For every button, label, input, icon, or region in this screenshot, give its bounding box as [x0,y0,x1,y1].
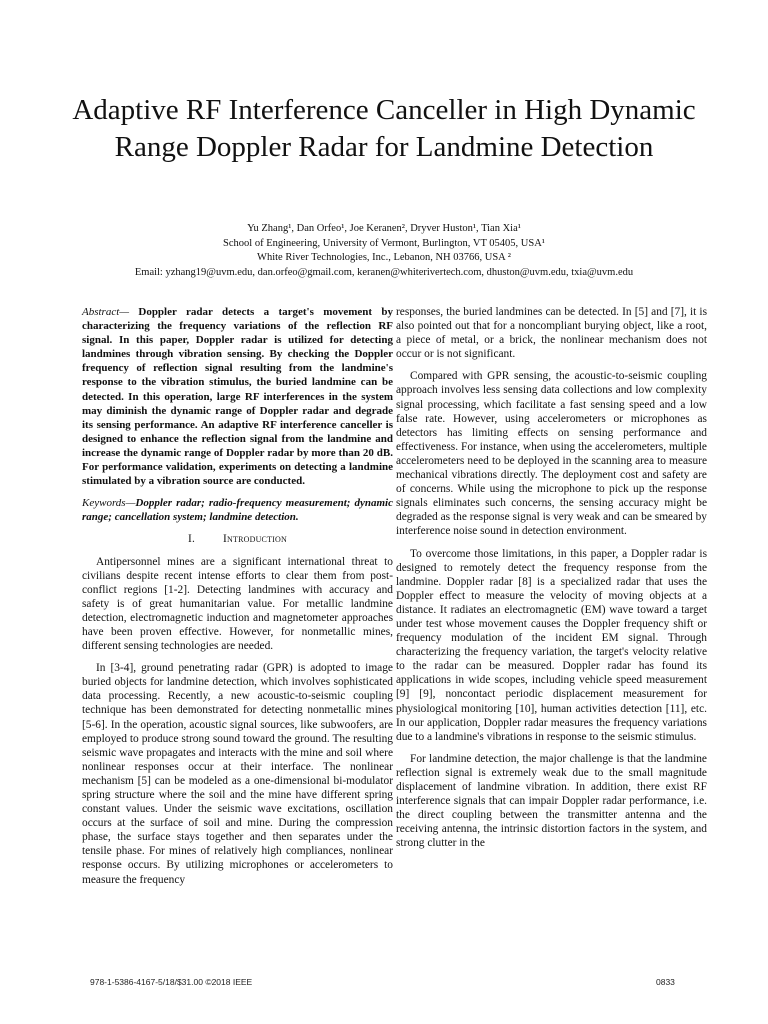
keywords-text: Doppler radar; radio-frequency measurement; dynamic range; cancellation system; landmine detection. [82,497,393,524]
intro-paragraph-2: In [3-4], ground penetrating radar (GPR) is adopted to image buried objects for landmine detection, which involves sophisticated data processing. Recently, a new acoustic-to-seismic coupling technique has been demonstrated for detecting nonmetallic mines [5-6]. In the operation, acoustic signal sources, like subwoofers, are employed to produce strong sound toward the ground. The resulting seismic wave propagates and interacts with the mine and soil where nonlinear responses occur at their interface. The nonlinear mechanism [5] can be modeled as a one-dimensional bi-modulator spring structure where the soil and the mine have different spring constant values. Under the seismic wave excitations, oscillation occurs at the surface of soil and mine. During the compression phase, the surface stays together and then separates under the tensile phase. For mines of relatively high compliances, nonlinear response occurs. By utilizing microphones or accelerometers to measure the frequency [82,662,393,886]
keywords [82,496,393,524]
right-paragraph-3: To overcome those limitations, in this paper, a Doppler radar is designed to remotely detect the frequency response from the landmine. Doppler radar [8] is a specialized radar that uses the Doppler effect to measure the velocity of moving objects at a distance. It radiates an electromagnetic (EM) wave toward a target under test whose movement causes the Doppler frequency shift or frequency modulation of the incident EM signal. Through characterizing the frequency variation, the target's velocity relative to the radar can be measured. Doppler radar has found its applications in wide scopes, including vehicle speed measurement [9] [9], noncontact periodic displacement measurement for physiological monitoring [10], human activities detection [11], etc. In our application, Doppler radar measures the frequency variations due to a landmine's vibrations in response to the seismic stimulus. [396,547,707,743]
intro-paragraph-1: Antipersonnel mines are a significant international threat to civilians despite recent intense efforts to clear them from post-conflict regions [1-2]. Detecting landmines with accuracy and safety is of great humanitarian value. For metallic landmine detection, electromagnetic induction and magnetometer approaches have been proven effective. However, for nonmetallic mines, different sensing technologies are needed. [82,555,393,653]
paper-title: Adaptive RF Interference Canceller in High Dynamic Range Doppler Radar for Landmine Detection [72,94,696,163]
abstract-label: Abstract— [82,306,130,318]
footer-page-number: 0833 [656,977,675,987]
section-number: I. [187,533,196,546]
affiliation-1: School of Engineering, University of Vermont, Burlington, VT 05405, USA¹ [223,237,545,249]
affiliation-2: White River Technologies, Inc., Lebanon, NH 03766, USA ² [257,252,511,263]
keywords-label: Keywords— [82,497,136,510]
section-heading-introduction [82,532,393,546]
section-title: Introduction [223,533,287,546]
abstract-text: Doppler radar detects a target's movement by characterizing the frequency variations of the reflection RF signal. In this paper, Doppler radar is utilized for detecting landmines through vibration sensing. By checking the Doppler frequency of reflection signal resulting from the landmine's response to the vibration stimulus, the buried landmine can be detected. In this operation, large RF interferences in the system may diminish the dynamic range of Doppler radar and degrade its sensing performance. An adaptive RF interference canceller is designed to enhance the reflection signal from the landmine and increase the dynamic range of Doppler radar by more than 20 dB. For performance validation, experiments on detecting a landmine stimulated by a vibration source are conducted. [82,306,393,488]
authors-line: Yu Zhang¹, Dan Orfeo¹, Joe Keranen², Dryver Huston¹, Tian Xia¹ [247,223,521,234]
abstract [82,305,393,488]
email-line: Email: yzhang19@uvm.edu, dan.orfeo@gmail.com, keranen@whiterivertech.com, dhuston@uvm.edu, txia@uvm.edu [134,266,634,278]
right-paragraph-1: responses, the buried landmines can be detected. In [5] and [7], it is also pointed out that for a noncompliant burying object, like a root, a piece of metal, or a brick, the nonlinear mechanism does not occur or is not significant. [396,306,707,361]
footer-copyright: 978-1-5386-4167-5/18/$31.00 ©2018 IEEE [90,977,253,987]
right-column [396,305,707,858]
right-paragraph-2: Compared with GPR sensing, the acoustic-to-seismic coupling approach involves less sensing data collections and low complexity signal processing, which facilitate a fast sensing speed and a low false rate. However, using accelerometers or microphones as detectors has limiting effects on sensing performance and effectiveness. For instance, when using the accelerometers, multiple accelerometers need to be deployed in the scanning area to measure mechanical vibrations directly. The deployment cost and safety are of concerns. While using the microphone to pick up the response signals eliminates such concerns, the sensing accuracy might be degraded as the response signal is very weak and can be smeared by interference noise sound in detection environment. [396,370,707,538]
left-column [82,305,393,895]
author-block [40,222,728,280]
right-paragraph-4: For landmine detection, the major challenge is that the landmine reflection signal is extremely weak due to the small magnitude displacement of landmine vibration. In addition, there exist RF interference signals that can impair Doppler radar performance, i.e. the direct coupling between the transmitter antenna and the receiving antenna, the intrinsic distortion factors in the system, and strong clutter in the [396,752,707,850]
